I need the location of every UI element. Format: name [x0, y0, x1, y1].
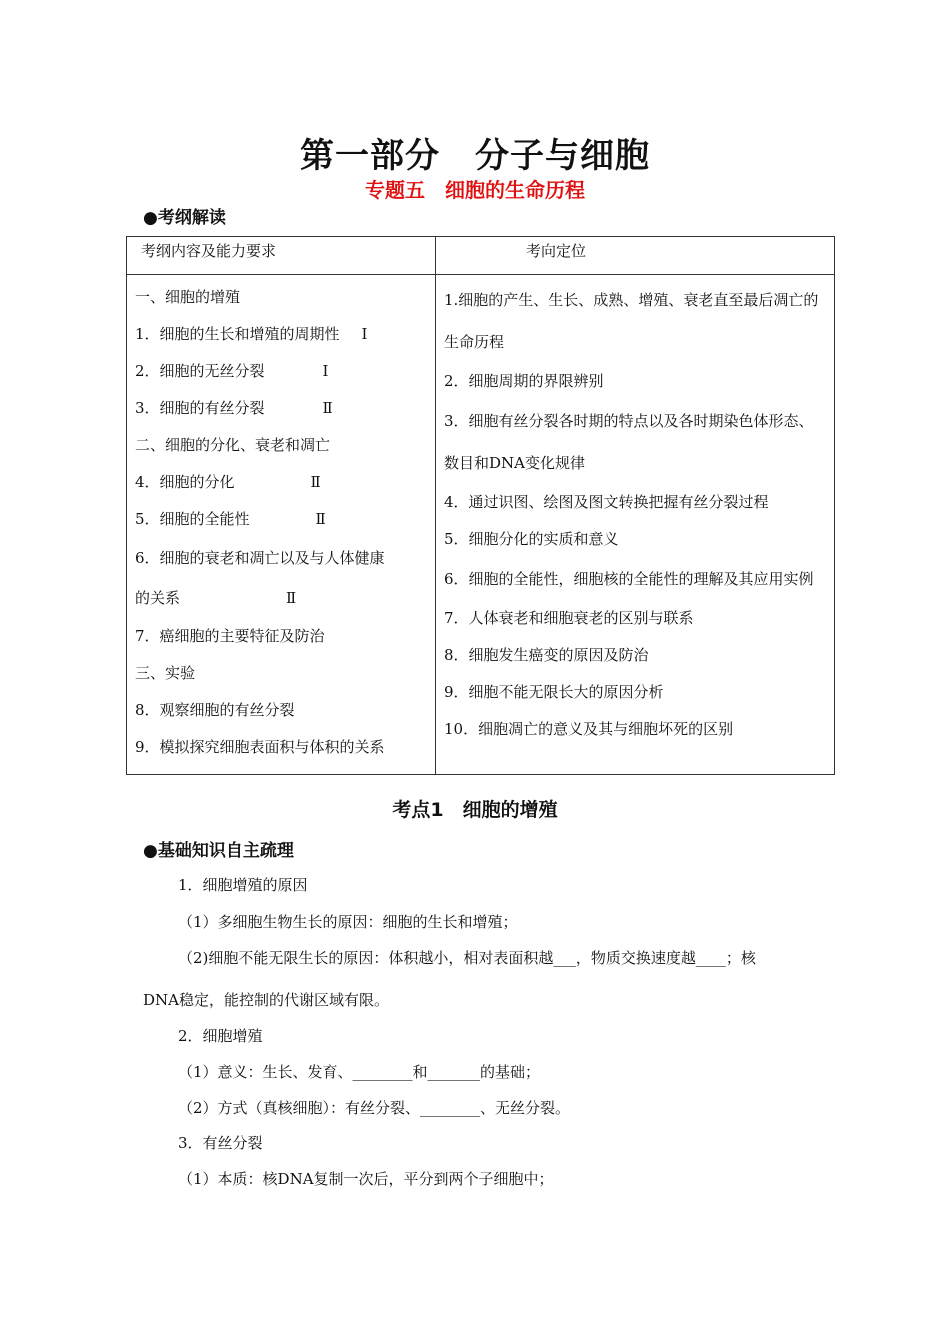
body-paragraph: 2．细胞增殖	[178, 1027, 263, 1045]
ability-level: Ⅰ	[361, 325, 368, 343]
table-header-right: 考向定位	[436, 237, 835, 275]
body-paragraph: （1）多细胞生物生长的原因：细胞的生长和增殖；	[178, 913, 518, 931]
ability-level: Ⅱ	[322, 399, 333, 417]
body-paragraph: （1）本质：核DNA复制一次后，平分到两个子细胞中；	[178, 1170, 554, 1188]
body-paragraph: （1）意义：生长、发育、________和_______的基础；	[178, 1063, 541, 1081]
exam-orientation-cell	[436, 275, 835, 775]
body-paragraph: 3．有丝分裂	[178, 1134, 263, 1152]
list-item: 4．通过识图、绘图及图文转换把握有丝分裂过程	[444, 493, 769, 511]
ability-level: Ⅰ	[322, 362, 329, 380]
list-item: 2．细胞的无丝分裂 Ⅰ	[135, 353, 429, 390]
list-item: 4．细胞的分化 Ⅱ	[135, 464, 429, 501]
body-paragraph: 1．细胞增殖的原因	[178, 876, 308, 894]
list-item: 7．癌细胞的主要特征及防治	[135, 627, 325, 645]
exam-point-title: 考点1 细胞的增殖	[392, 799, 558, 821]
body-paragraph: （2)细胞不能无限生长的原因：体积越小，相对表面积越___，物质交换速度越____；核	[178, 949, 756, 967]
list-item: 7．人体衰老和细胞衰老的区别与联系	[444, 609, 694, 627]
list-item: 1.细胞的产生、生长、成熟、增殖、衰老直至最后凋亡的生命历程	[444, 291, 819, 351]
list-item: 的关系 Ⅱ	[135, 578, 429, 618]
basics-heading: ●基础知识自主疏理	[143, 841, 294, 861]
list-item: 6．细胞的衰老和凋亡以及与人体健康	[135, 549, 385, 567]
list-item: 三、实验	[135, 664, 196, 682]
list-item: 5．细胞分化的实质和意义	[444, 530, 619, 548]
list-item: 2．细胞周期的界限辨别	[444, 372, 604, 390]
list-item: 3．细胞的有丝分裂 Ⅱ	[135, 390, 429, 427]
list-item: 1．细胞的生长和增殖的周期性 Ⅰ	[135, 316, 429, 353]
syllabus-requirements-cell	[127, 275, 436, 775]
list-item: 二、细胞的分化、衰老和凋亡	[135, 436, 331, 454]
table-header-left: 考纲内容及能力要求	[127, 237, 436, 275]
outline-heading: ●考纲解读	[143, 208, 226, 228]
list-item: 9．细胞不能无限长大的原因分析	[444, 683, 664, 701]
list-item: 10．细胞凋亡的意义及其与细胞坏死的区别	[444, 720, 734, 738]
list-item: 8．观察细胞的有丝分裂	[135, 701, 295, 719]
list-item: 9．模拟探究细胞表面积与体积的关系	[135, 738, 385, 756]
list-item: 6．细胞的全能性，细胞核的全能性的理解及其应用实例	[444, 570, 814, 588]
part-title: 第一部分 分子与细胞	[300, 136, 650, 176]
list-item: 3．细胞有丝分裂各时期的特点以及各时期染色体形态、数目和DNA变化规律	[444, 412, 814, 472]
body-paragraph: DNA稳定，能控制的代谢区域有限。	[143, 991, 389, 1009]
ability-level: Ⅱ	[286, 589, 297, 607]
topic-subtitle: 专题五 细胞的生命历程	[365, 178, 585, 202]
body-paragraph: （2）方式（真核细胞）：有丝分裂、________、无丝分裂。	[178, 1099, 571, 1117]
syllabus-table	[126, 236, 835, 775]
list-item: 8．细胞发生癌变的原因及防治	[444, 646, 649, 664]
ability-level: Ⅱ	[310, 473, 321, 491]
list-item: 一、细胞的增殖	[135, 288, 241, 306]
ability-level: Ⅱ	[315, 510, 326, 528]
list-item: 5．细胞的全能性 Ⅱ	[135, 501, 429, 538]
